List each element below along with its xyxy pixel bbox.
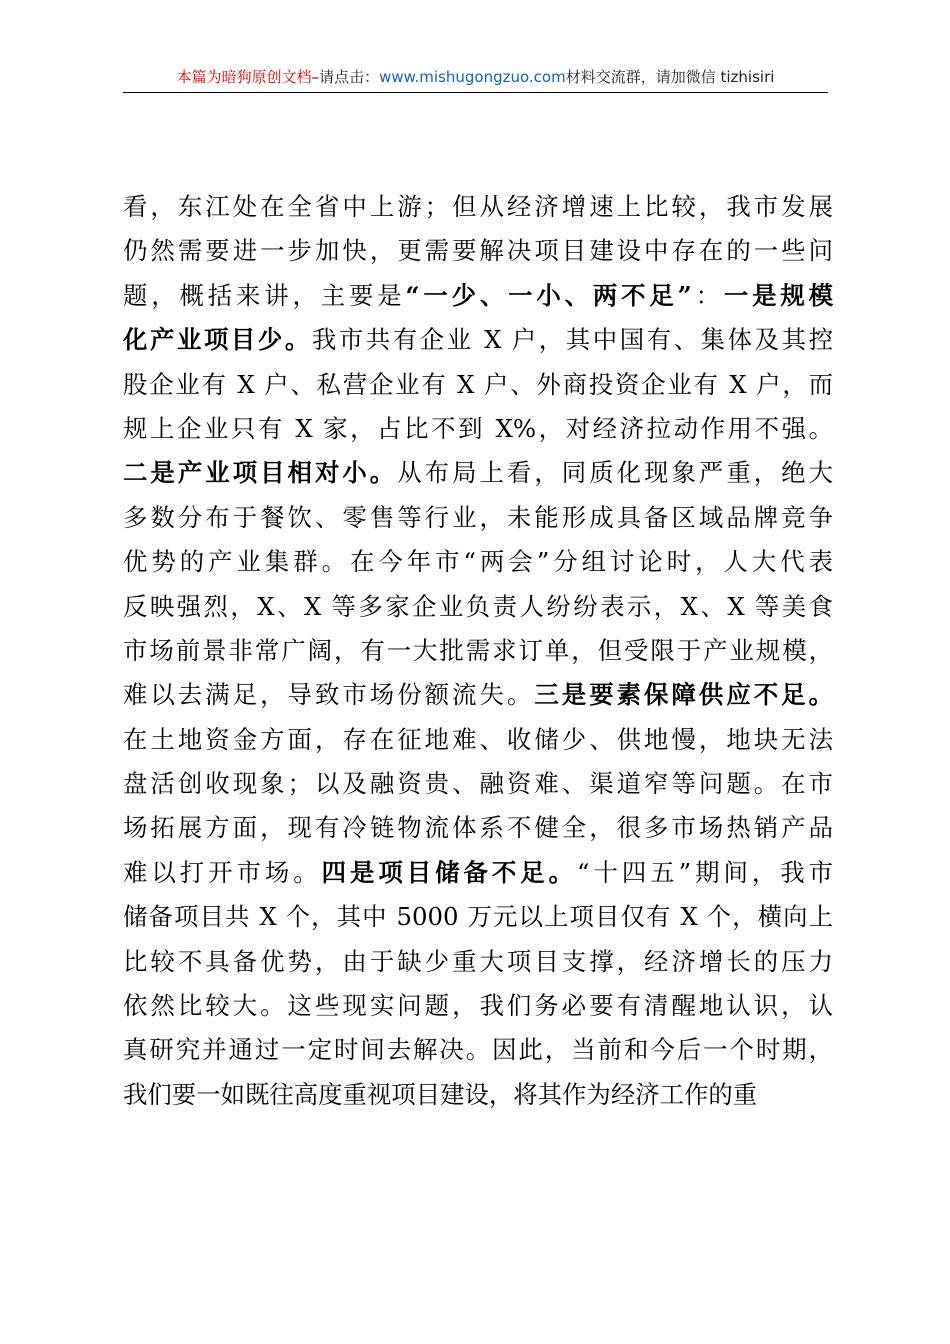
- body-text: “十四五”期间，我市: [577, 857, 833, 887]
- body-text: 在土地资金方面，存在征地难、收储少、供地慢，地块无法: [123, 724, 833, 754]
- body-text: 储备项目共 X 个，其中 5000 万元以上项目仅有 X 个，横向上: [123, 902, 833, 932]
- body-text: 反映强烈，X、X 等多家企业负责人纷纷表示，X、X 等美食: [123, 591, 833, 621]
- body-text: 仍然需要进一步加快，更需要解决项目建设中存在的一些问: [123, 236, 833, 266]
- body-text: 优势的产业集群。在今年市“两会”分组讨论时，人大代表: [123, 547, 833, 577]
- header-click-prompt: –请点击：: [311, 68, 380, 86]
- body-text: 场拓展方面，现有冷链物流体系不健全，很多市场热销产品: [123, 813, 833, 843]
- text-line: [123, 274, 833, 318]
- bold-heading-text: 四是项目储备不足。: [321, 857, 578, 887]
- header-website-link[interactable]: www.mishugongzuo.com: [379, 68, 566, 86]
- text-line: [123, 496, 833, 540]
- text-line: [123, 363, 833, 407]
- page-header: [123, 64, 828, 93]
- bold-heading-text: 三是要素保障供应不足。: [534, 680, 833, 710]
- text-line: [123, 185, 833, 229]
- body-text: 多数分布于餐饮、零售等行业，未能形成具备区域品牌竞争: [123, 502, 833, 532]
- text-line: [123, 1028, 833, 1072]
- body-text: 盘活创收现象；以及融资贵、融资难、渠道窄等问题。在市: [123, 769, 833, 799]
- text-line: [123, 585, 833, 629]
- text-line: [123, 229, 833, 273]
- text-line: [123, 762, 833, 806]
- text-line: [123, 806, 833, 850]
- text-line: [123, 629, 833, 673]
- header-wechat-notice: 材料交流群，请加微信 tizhisiri: [565, 68, 775, 86]
- text-line: [123, 851, 833, 895]
- text-line: [123, 984, 833, 1028]
- body-text: 股企业有 X 户、私营企业有 X 户、外商投资企业有 X 户，而: [123, 369, 833, 399]
- body-text: 题，概括来讲，主要是: [123, 280, 406, 310]
- body-text: 难以打开市场。: [123, 857, 322, 887]
- bold-heading-text: 化产业项目少。: [123, 325, 312, 355]
- document-body: [123, 185, 833, 1117]
- text-line: [123, 540, 833, 584]
- text-line: [123, 451, 833, 495]
- text-line: [123, 1073, 833, 1117]
- body-text: 从布局上看，同质化现象严重，绝大: [397, 458, 833, 488]
- bold-heading-text: 一是规模: [723, 280, 833, 310]
- bold-heading-text: “一少、一小、两不足”: [405, 280, 692, 310]
- text-line: [123, 318, 833, 362]
- body-text: 我市共有企业 X 户，其中国有、集体及其控: [311, 325, 833, 355]
- text-line: [123, 407, 833, 451]
- body-text: ：: [691, 280, 724, 310]
- body-text: 真研究并通过一定时间去解决。因此，当前和今后一个时期，: [123, 1035, 833, 1065]
- body-text: 难以去满足，导致市场份额流失。: [123, 680, 535, 710]
- body-text: 看，东江处在全省中上游；但从经济增速上比较，我市发展: [123, 192, 833, 221]
- text-line: [123, 718, 833, 762]
- text-line: [123, 940, 833, 984]
- body-text: 依然比较大。这些现实问题，我们务必要有清醒地认识，认: [123, 991, 833, 1021]
- body-text: 我们要一如既往高度重视项目建设，将其作为经济工作的重: [123, 1079, 758, 1109]
- header-source-notice: 本篇为暗狗原创文档: [176, 68, 312, 86]
- text-line: [123, 895, 833, 939]
- text-line: [123, 673, 833, 717]
- body-text: 市场前景非常广阔，有一大批需求订单，但受限于产业规模，: [123, 635, 833, 665]
- body-text: 规上企业只有 X 家，占比不到 X%，对经济拉动作用不强。: [123, 413, 833, 443]
- body-text: 比较不具备优势，由于缺少重大项目支撑，经济增长的压力: [123, 946, 833, 976]
- bold-heading-text: 二是产业项目相对小。: [123, 458, 398, 488]
